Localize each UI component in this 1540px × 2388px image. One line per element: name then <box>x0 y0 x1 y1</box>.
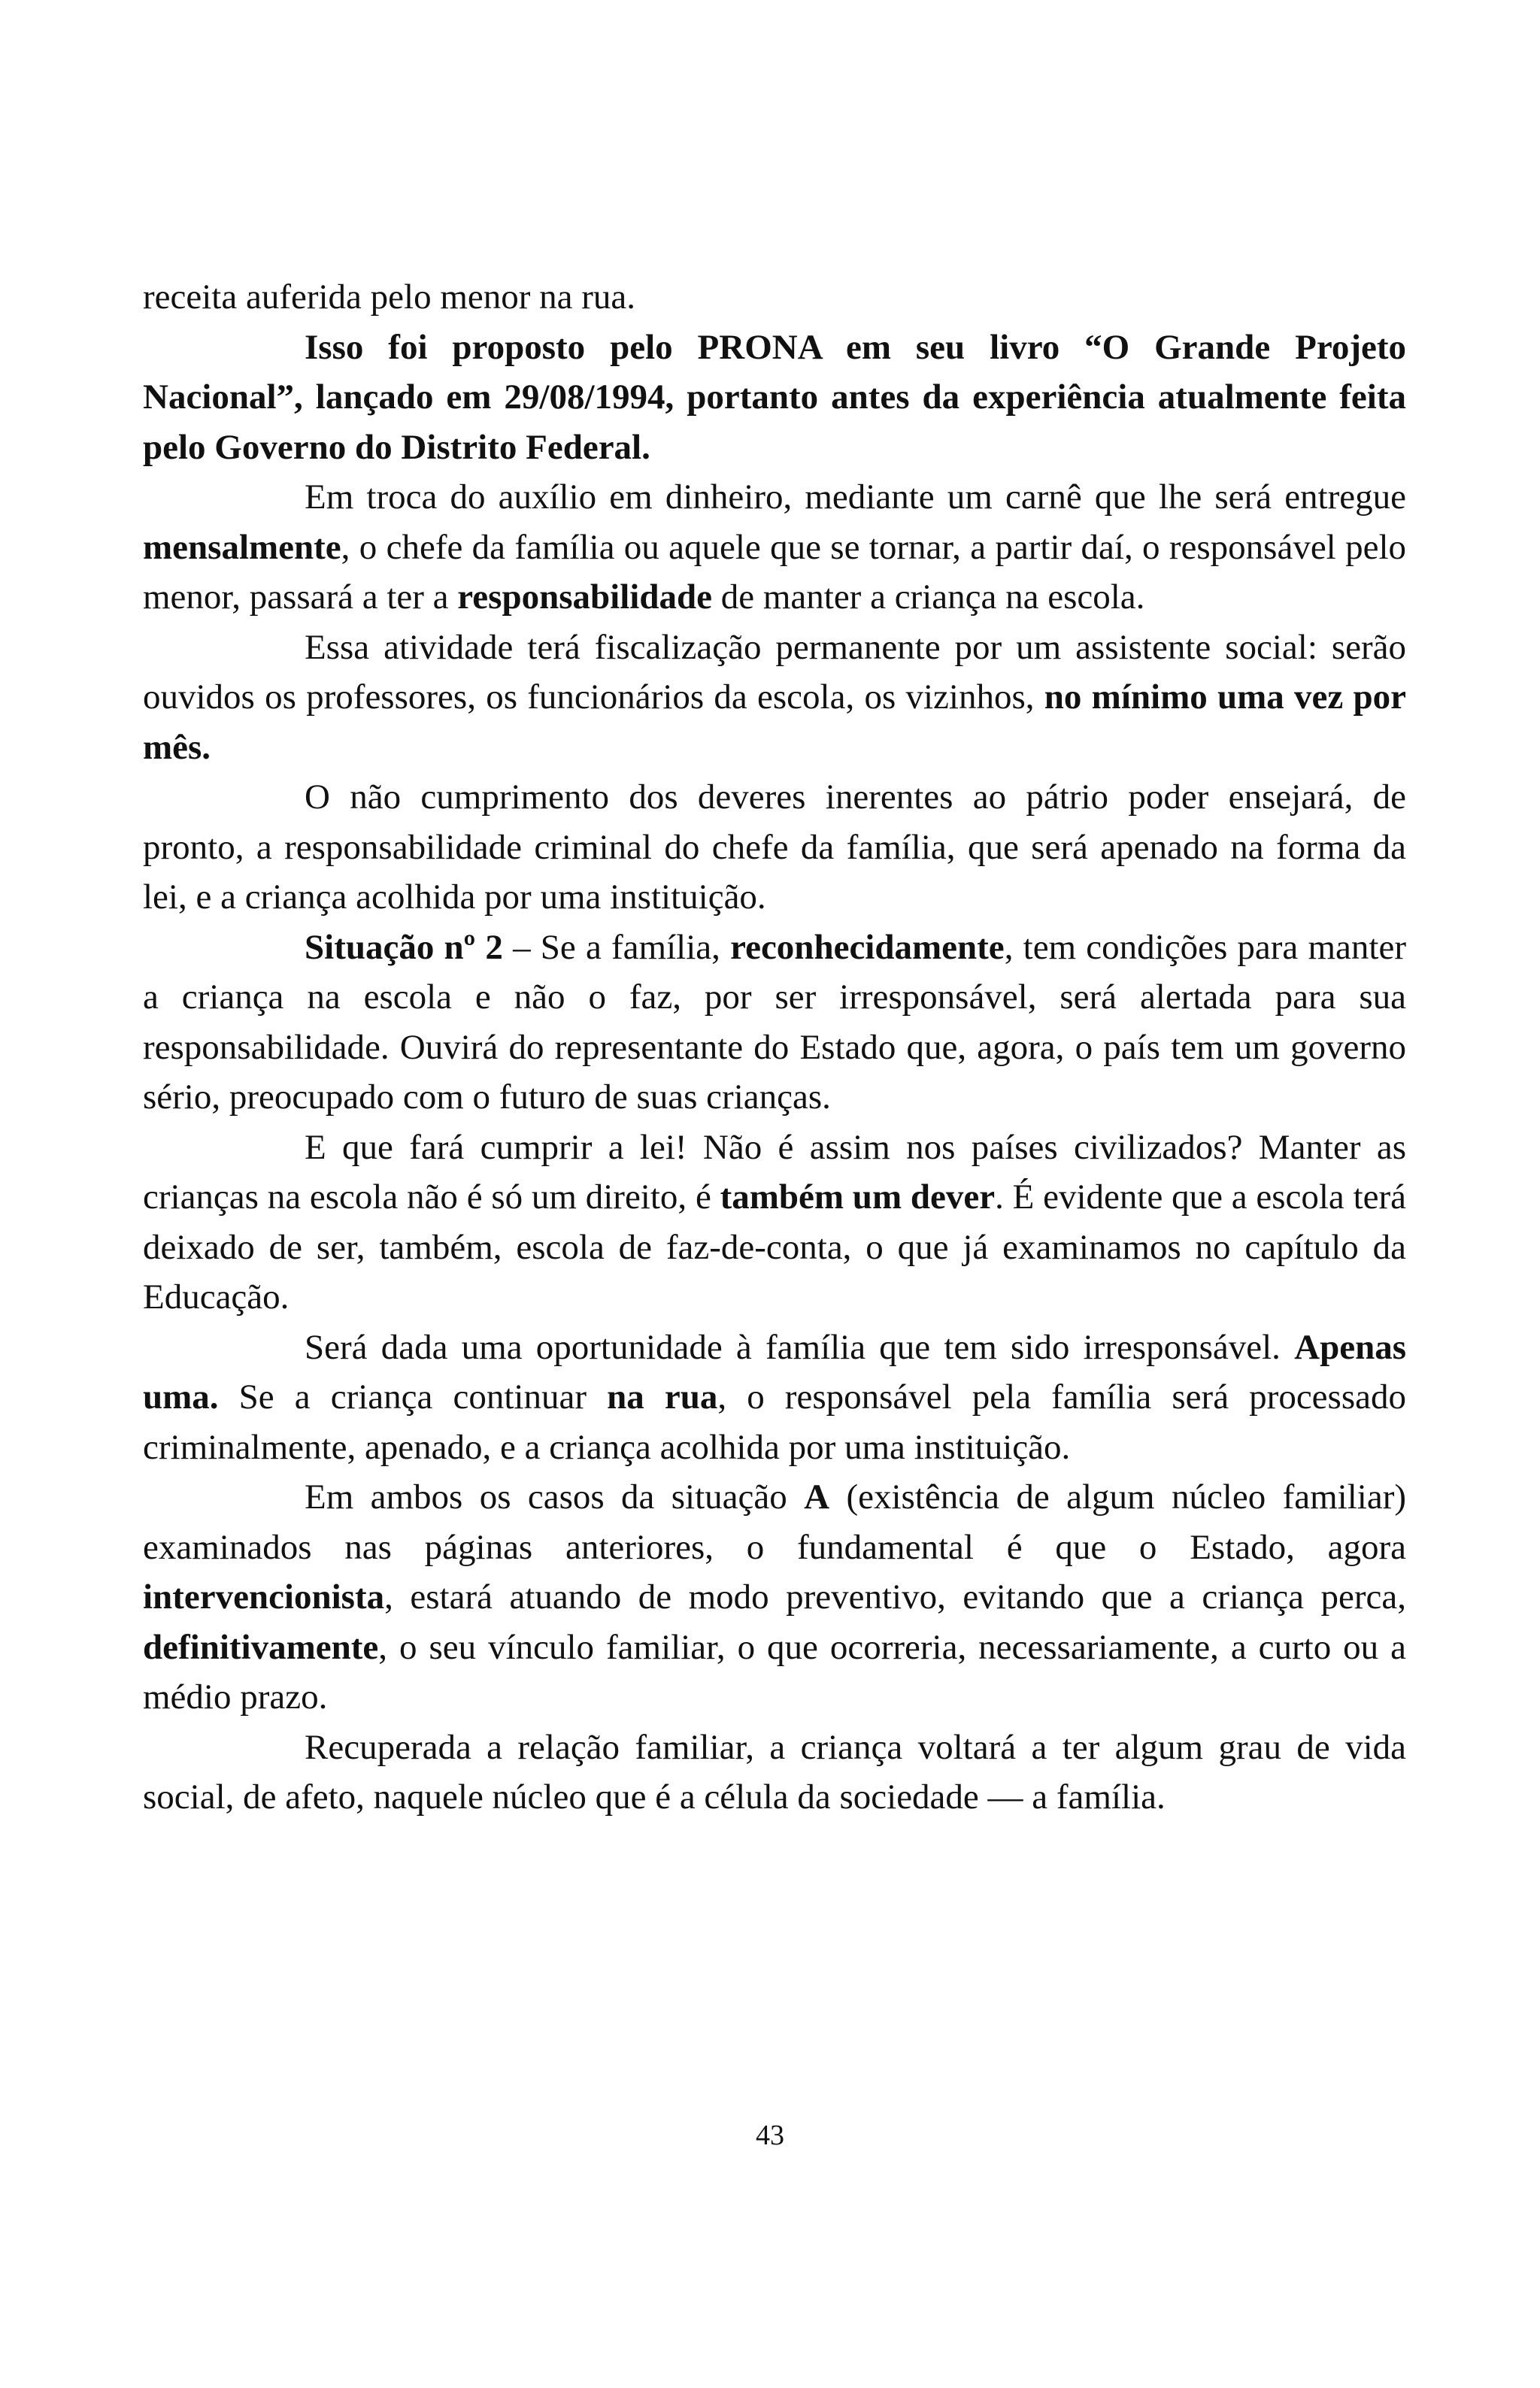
text: . É evidente que a escola terá deixado de ser, também, escola de faz-de-conta, o que já examinamos no capítulo da Educação. <box>143 1177 1407 1317</box>
bold-text: intervencionista <box>143 1577 385 1617</box>
text: , o responsável pela família será processado criminalmente, apenado, e a criança acolhida por uma instituição. <box>143 1377 1406 1467</box>
text: Recuperada a relação familiar, a criança voltará a ter algum grau de vida social, de afeto, naquele núcleo que é a célula da sociedade — a família. <box>143 1727 1406 1817</box>
text: Em ambos os casos da situação <box>305 1477 805 1517</box>
paragraph-8 <box>143 1472 1406 1723</box>
bold-text: reconhecidamente <box>730 927 1005 967</box>
bold-text: Situação nº 2 <box>305 927 503 967</box>
text: Essa atividade terá fiscalização permanente por um assistente social: serão ouvidos os professores, os funcionários da escola, os vizinhos, <box>143 627 1406 717</box>
text: E que fará cumprir a lei! Não é assim nos países civilizados? Manter as crianças na escola não é só um direito, é <box>143 1127 1406 1217</box>
text: – Se a família, <box>502 927 731 967</box>
text: Será dada uma oportunidade à família que tem sido irresponsável. <box>305 1327 1295 1367</box>
text: Em troca do auxílio em dinheiro, mediante um carnê que lhe será entregue <box>305 477 1406 517</box>
paragraph-3 <box>143 623 1406 773</box>
bold-text: responsabilidade <box>457 577 712 617</box>
text: O não cumprimento dos deveres inerentes ao pátrio poder ensejará, de pronto, a responsabilidade criminal do chefe da família, que será apenado na forma da lei, e a criança acolhida por uma instituição. <box>143 777 1406 917</box>
paragraph-5 <box>143 923 1406 1123</box>
bold-text: no mínimo uma vez por mês. <box>143 677 1406 767</box>
text: Se a criança continuar <box>218 1377 608 1417</box>
text: , o seu vínculo familiar, o que ocorreria, necessariamente, a curto ou a médio prazo. <box>143 1627 1406 1717</box>
page-number: 43 <box>756 2120 784 2151</box>
paragraph-9 <box>143 1723 1406 1823</box>
text: , estará atuando de modo preventivo, evitando que a criança perca, <box>384 1577 1406 1617</box>
paragraph-1 <box>143 323 1406 473</box>
text: (existência de algum núcleo familiar) examinados nas páginas anteriores, o fundamental é que o Estado, agora <box>143 1477 1406 1567</box>
paragraph-7 <box>143 1323 1406 1473</box>
bold-text: Apenas uma. <box>143 1327 1406 1417</box>
bold-text: também um dever <box>720 1177 996 1217</box>
text: receita auferida pelo menor na rua. <box>143 277 636 317</box>
bold-text: A <box>804 1477 830 1517</box>
paragraph-6 <box>143 1123 1406 1323</box>
text: , tem condições para manter a criança na escola e não o faz, por ser irresponsável, será alertada para sua responsabilidade. Ouvirá do representante do Estado que, agora, o país tem um governo sério, preocupado com o futuro de suas crianças. <box>143 927 1406 1117</box>
page-body <box>143 272 1406 1823</box>
bold-text: mensalmente <box>143 527 341 567</box>
paragraph-4 <box>143 772 1406 923</box>
bold-text: definitivamente <box>143 1627 379 1667</box>
bold-text: na rua <box>607 1377 718 1417</box>
paragraph-2 <box>143 472 1406 623</box>
paragraph-0 <box>143 272 1406 323</box>
text: de manter a criança na escola. <box>711 577 1145 617</box>
text: , o chefe da família ou aquele que se tornar, a partir daí, o responsável pelo menor, passará a ter a <box>143 527 1406 617</box>
bold-text: Isso foi proposto pelo PRONA em seu livro “O Grande Projeto Nacional”, lançado em 29/08/1994, portanto antes da experiência atualmente feita pelo Governo do Distrito Federal. <box>143 327 1406 467</box>
